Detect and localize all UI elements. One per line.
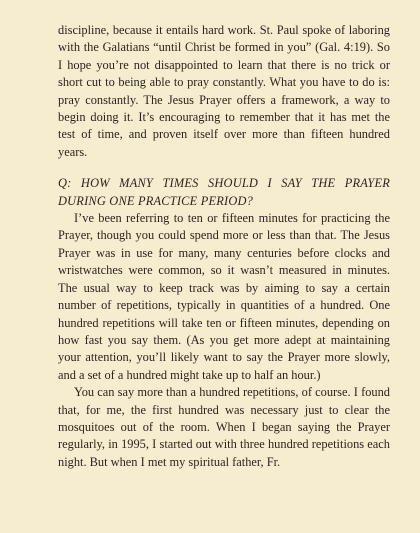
answer-paragraph-2: You can say more than a hundred repetitions, of course. I found that, for me, the first hundred was necessary just to clear the mosquitoes out of the room. When I began saying the Prayer regularly, in 1995, I started out with three hundred repetitions each night. But when I met my spiritual father, Fr. [58,385,390,469]
page-text [58,22,390,471]
question-heading: Q: HOW MANY TIMES SHOULD I SAY THE PRAYER DURING ONE PRACTICE PERIOD? [58,176,390,208]
answer-paragraph-1: I’ve been referring to ten or fifteen minutes for practicing the Prayer, though you could spend more or less than that. The Jesus Prayer was in use for many, many centuries before clocks and wristwatches were common, so it wasn’t measured in minutes. The usual way to keep track was by aiming to say a certain number of repetitions, typically in quantities of a hundred. One hundred repetitions will take ten or fifteen minutes, depending on how fast you say them. (As you get more adept at maintaining your attention, you’ll likely want to say the Prayer more slowly, and a set of a hundred might take up to half an hour.) [58,211,390,382]
intro-paragraph: discipline, because it entails hard work. St. Paul spoke of laboring with the Galatians “until Christ be formed in you” (Gal. 4:19). So I hope you’re not disappointed to learn that there is no trick or short cut to being able to pray constantly. What you have to do is: pray constantly. The Jesus Prayer offers a framework, a way to begin doing it. It’s encouraging to remember that it has met the test of time, and proven itself over more than fifteen hundred years. [58,23,390,159]
